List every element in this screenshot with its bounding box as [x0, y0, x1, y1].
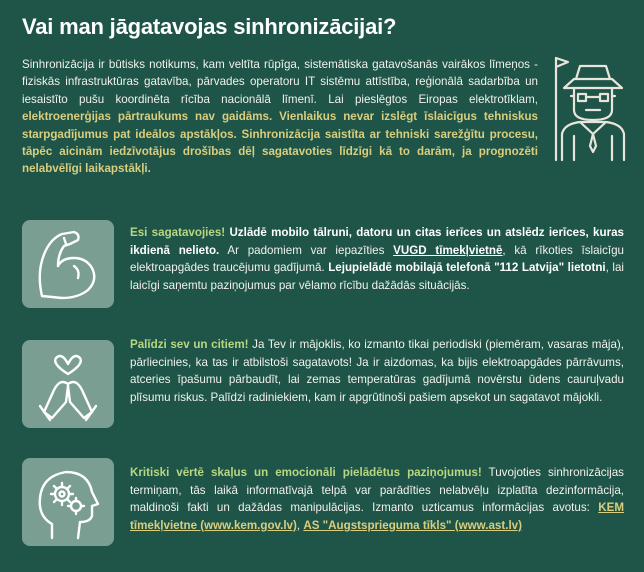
- section-text: Ja Tev ir mājoklis, ko izmanto tikai periodiski (piemēram, vasaras māja), pārliecinies, ka tas ir atbilstoši sagatavots! Ja ir aizdomas, ka bijis elektroapgādes pārrāvums, atceries īpašumu pārbaudīt, lai zemas temperatūras gadījumā novērstu ūdens cauruļvadu plīsumu riskus. Palīdzi radiniekiem, kam ir apgrūtinoši pašiem apsekot un sagatavot mājokli.: [130, 338, 624, 404]
- flexed-arm-icon: [22, 220, 114, 308]
- section-text: Tuvojoties sinhronizācijas termiņam, tās laikā informatīvajā telpā var parādīties nelabvēļu izplatīta dezinformācija, maldinoši fakti un dažādas manipulācijas. Izmanto uzticamus informācijas avotus:: [130, 466, 624, 515]
- section-text: ,: [296, 518, 304, 532]
- section-bold: Uzlādē mobilo tālruni, datoru un citas ierīces un atslēdz ierīces, kuras ikdienā nelieto.: [130, 226, 624, 257]
- head-gears-icon: [22, 458, 114, 546]
- page-title: Vai man jāgatavojas sinhronizācijai?: [22, 14, 397, 39]
- section-critical: [130, 464, 624, 534]
- section-bold: Lejupielādē mobilajā telefonā "112 Latvija" lietotni: [328, 261, 606, 275]
- section-text: , kā rīkoties īslaicīgu elektroapgādes traucējumu gadījumā.: [130, 243, 625, 275]
- intro-text: Sinhronizācija ir būtisks notikums, kam veltīta rūpīga, sistemātiska gatavošanās vairākos līmeņos - fiziskās infrastruktūras gatavība, pārvades operatoru IT sistēmu attīstība, reģionālā sadarbība un iesaistīto pušu koordinēta rīcība nacionālā līmenī. Lai pieslēgtos Eiropas elektrotīklam,: [22, 58, 538, 106]
- intro-paragraph: [22, 56, 538, 178]
- section-icon-box-3: [22, 458, 114, 546]
- section-icon-box-1: [22, 220, 114, 308]
- section-lead: Kritiski vērtē skaļus un emocionāli pielādētus paziņojumus!: [130, 466, 482, 479]
- section-help: [130, 336, 624, 406]
- section-text: , lai laicīgi saņemtu paziņojumus par vēlamo rīcību dažādās situācijās.: [130, 261, 625, 292]
- section-lead: Palīdzi sev un citiem!: [130, 338, 249, 351]
- ast-link[interactable]: AS "Augstsprieguma tīkls" (www.ast.lv): [303, 518, 522, 532]
- section-prepare: [130, 224, 624, 294]
- vugd-link[interactable]: VUGD tīmekļvietnē: [393, 243, 503, 257]
- kem-link[interactable]: KEM tīmekļvietne (www.kem.gov.lv): [130, 501, 624, 532]
- intro-highlight: elektroenerģijas pārtraukums nav gaidāms. Vienlaikus nevar izslēgt īslaicīgus tehniskus starpgadījumus pat ideālos apstākļos. Sinhronizācija saistīta ar tehniski sarežģītu procesu, tāpēc aicinām iedzīvotājus drošības dēļ sagatavoties līdzīgi kā to darām, ja prognozēti nelabvēlīgi laikapstākļi.: [22, 110, 538, 176]
- section-icon-box-2: [22, 340, 114, 428]
- section-lead: Esi sagatavojies!: [130, 226, 226, 239]
- hands-heart-icon: [22, 340, 114, 428]
- section-text: Ar padomiem var iepazīties: [219, 243, 394, 257]
- ranger-mascot-icon: [550, 52, 630, 162]
